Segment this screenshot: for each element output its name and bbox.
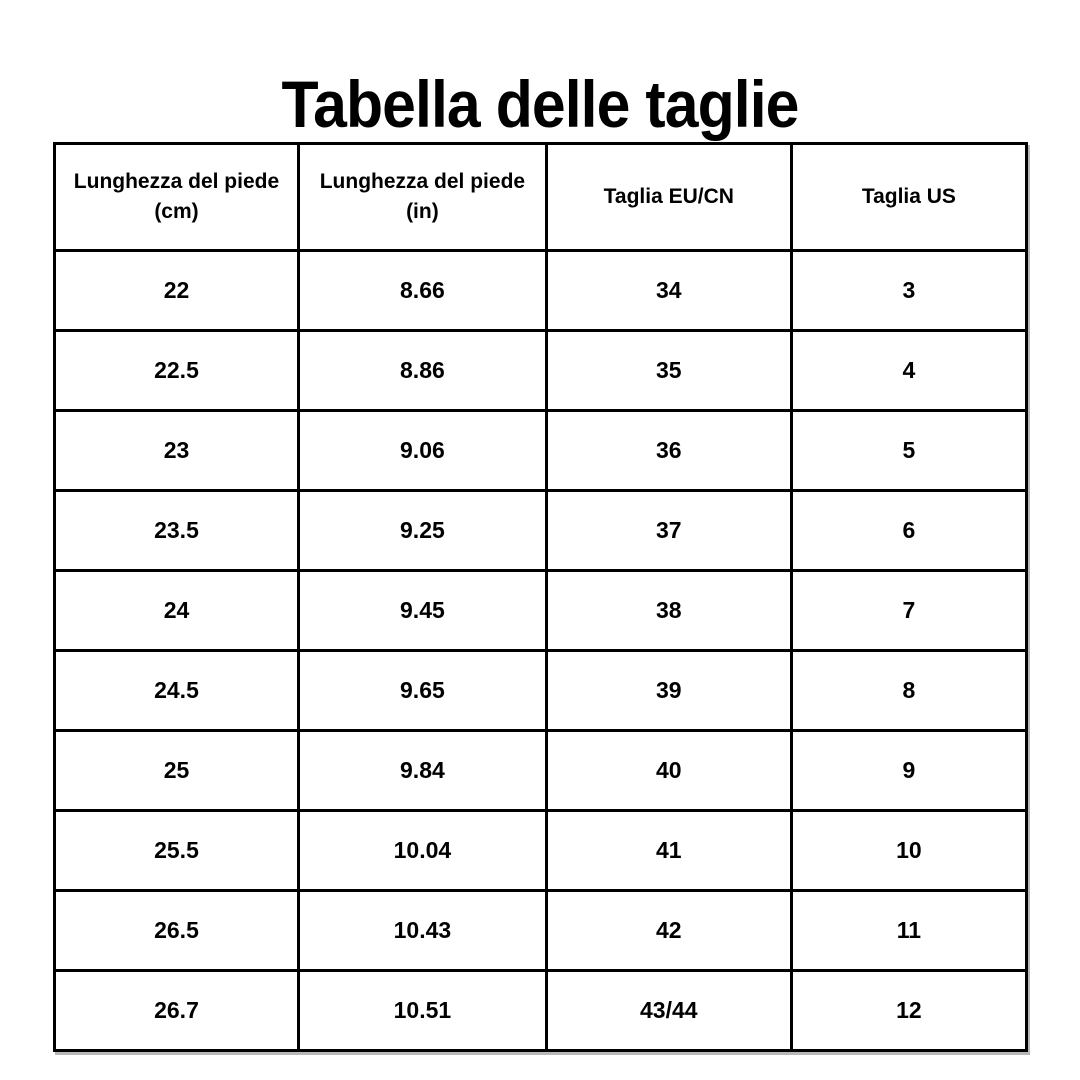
table-cell: 10 [791, 811, 1026, 891]
table-cell: 9.06 [298, 411, 546, 491]
table-row [55, 811, 1027, 891]
page-title: Tabella delle taglie [281, 67, 799, 142]
table-cell: 40 [546, 731, 791, 811]
table-cell: 9.65 [298, 651, 546, 731]
table-cell: 35 [546, 331, 791, 411]
header-cell: Lunghezza del piede (cm) [55, 144, 299, 251]
table-cell: 25.5 [55, 811, 299, 891]
table-cell: 25 [55, 731, 299, 811]
table-cell: 24 [55, 571, 299, 651]
size-table [53, 142, 1028, 1052]
table-row [55, 971, 1027, 1051]
table-cell: 12 [791, 971, 1026, 1051]
header-row [55, 144, 1027, 251]
table-header [55, 144, 1027, 251]
table-cell: 38 [546, 571, 791, 651]
table-cell: 22 [55, 251, 299, 331]
table-row [55, 731, 1027, 811]
table-cell: 26.5 [55, 891, 299, 971]
table-cell: 5 [791, 411, 1026, 491]
table-cell: 37 [546, 491, 791, 571]
table-cell: 22.5 [55, 331, 299, 411]
table-cell: 9.25 [298, 491, 546, 571]
table-cell: 11 [791, 891, 1026, 971]
table-row [55, 571, 1027, 651]
table-cell: 8.86 [298, 331, 546, 411]
table-cell: 7 [791, 571, 1026, 651]
table-row [55, 331, 1027, 411]
table-body [55, 251, 1027, 1051]
header-cell: Taglia US [791, 144, 1026, 251]
table-row [55, 891, 1027, 971]
table-cell: 9.45 [298, 571, 546, 651]
table-cell: 3 [791, 251, 1026, 331]
table-row [55, 491, 1027, 571]
table-cell: 10.43 [298, 891, 546, 971]
table-cell: 8 [791, 651, 1026, 731]
table-cell: 6 [791, 491, 1026, 571]
table-row [55, 411, 1027, 491]
table-cell: 26.7 [55, 971, 299, 1051]
header-cell: Taglia EU/CN [546, 144, 791, 251]
table-cell: 10.04 [298, 811, 546, 891]
table-cell: 34 [546, 251, 791, 331]
table-cell: 23 [55, 411, 299, 491]
table-cell: 42 [546, 891, 791, 971]
table-cell: 4 [791, 331, 1026, 411]
table-row [55, 251, 1027, 331]
header-cell: Lunghezza del piede (in) [298, 144, 546, 251]
table-cell: 9.84 [298, 731, 546, 811]
table-row [55, 651, 1027, 731]
table-cell: 9 [791, 731, 1026, 811]
table-cell: 24.5 [55, 651, 299, 731]
table-cell: 41 [546, 811, 791, 891]
table-cell: 43/44 [546, 971, 791, 1051]
table-cell: 10.51 [298, 971, 546, 1051]
table-cell: 23.5 [55, 491, 299, 571]
table-cell: 36 [546, 411, 791, 491]
table-cell: 39 [546, 651, 791, 731]
table-cell: 8.66 [298, 251, 546, 331]
